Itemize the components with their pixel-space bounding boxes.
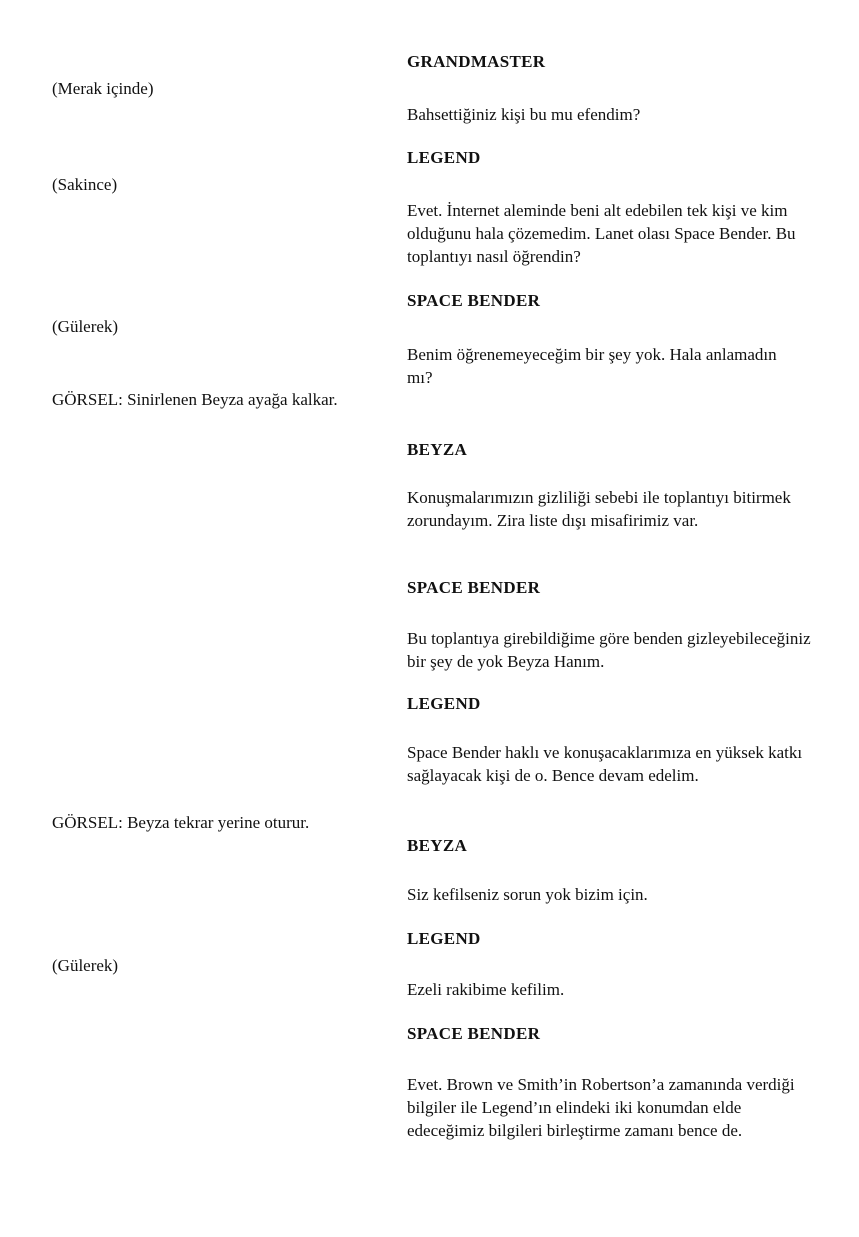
character-name: SPACE BENDER [407, 1024, 541, 1043]
dialogue-line: Bu toplantıya girebildiğime göre benden gizleyebileceğiniz bir şey de yok Beyza Hanım. [407, 629, 811, 671]
parenthetical-note: (Gülerek) [52, 317, 119, 336]
dialogue-line: Space Bender haklı ve konuşacaklarımıza en yüksek katkı sağlayacak kişi de o. Bence devam edelim. [407, 743, 803, 785]
character-name: LEGEND [407, 148, 481, 167]
dialogue-line: Evet. Brown ve Smith’in Robertson’a zamanında verdiği bilgiler ile Legend’ın elindeki iki konumdan elde edeceğimiz bilgileri birleştirme zamanı bence de. [407, 1075, 795, 1140]
dialogue-line: Konuşmalarımızın gizliliği sebebi ile toplantıyı bitirmek zorundayım. Zira liste dışı misafirimiz var. [407, 488, 791, 530]
character-name: BEYZA [407, 440, 468, 459]
character-name: LEGEND [407, 929, 481, 948]
character-name: GRANDMASTER [407, 52, 546, 71]
dialogue-line: Benim öğrenemeyeceğim bir şey yok. Hala anlamadın mı? [407, 345, 777, 387]
parenthetical-note: (Gülerek) [52, 956, 119, 975]
dialogue-line: Siz kefilseniz sorun yok bizim için. [407, 885, 648, 904]
dialogue-line: Ezeli rakibime kefilim. [407, 980, 565, 999]
dialogue-line: Bahsettiğiniz kişi bu mu efendim? [407, 105, 641, 124]
parenthetical-note: (Merak içinde) [52, 79, 154, 98]
character-name: BEYZA [407, 836, 468, 855]
character-name: SPACE BENDER [407, 578, 541, 597]
character-name: SPACE BENDER [407, 291, 541, 310]
character-name: LEGEND [407, 694, 481, 713]
parenthetical-note: (Sakince) [52, 175, 118, 194]
dialogue-line: Evet. İnternet aleminde beni alt edebilen tek kişi ve kim olduğunu hala çözemedim. Lanet olası Space Bender. Bu toplantıyı nasıl öğrendin? [407, 201, 796, 266]
visual-direction: GÖRSEL: Sinirlenen Beyza ayağa kalkar. [52, 390, 338, 409]
visual-direction: GÖRSEL: Beyza tekrar yerine oturur. [52, 813, 310, 832]
